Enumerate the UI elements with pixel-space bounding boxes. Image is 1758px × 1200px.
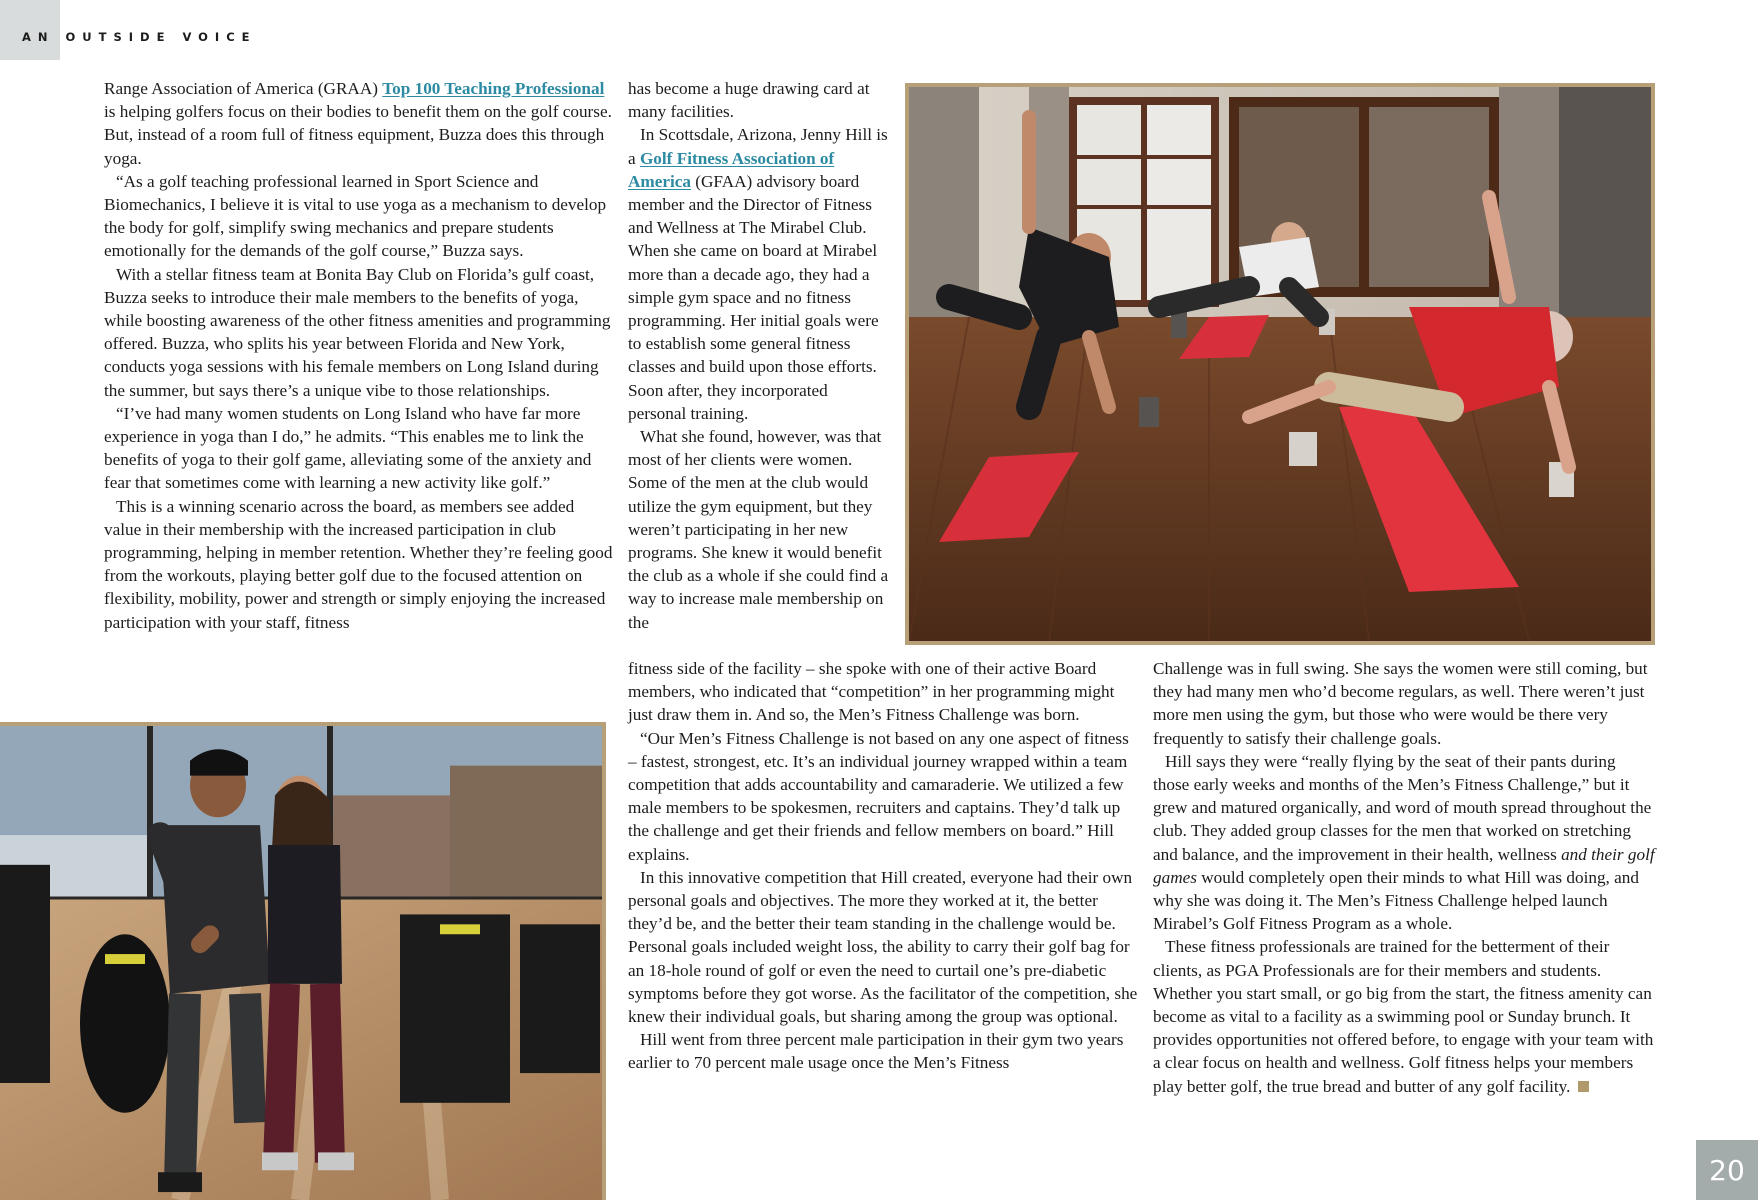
- paragraph: This is a winning scenario across the board, as members see added value in their membership with the increased participation in club programming, helping in member retention. Whether they’re feeling good from the workouts, playing better golf due to the focused attention on flexibility, mobility, power and strength or simply enjoying the increased participation with your staff, fitness: [104, 496, 613, 632]
- top-100-teaching-professional-link[interactable]: Top 100 Teaching Professional: [382, 79, 605, 98]
- yoga-photo-illustration: [909, 87, 1651, 641]
- text-run: Hill says they were “really flying by the seat of their pants during those early weeks and months of the Men’s Fitness Challenge,” but it grew and matured organically, and word of mouth spread throughout the club. They added group classes for the men that worked on stretching and balance, and the improvement in their health, wellness: [1153, 751, 1652, 864]
- column-2-lower: [628, 657, 1138, 1075]
- text-run: (GFAA) advisory board member and the Director of Fitness and Wellness at The Mirabel Club. When she came on board at Mirabel more than a decade ago, they had a simple gym space and no fitness programming. Her initial goals were to establish some general fitness classes and build upon those efforts. Soon after, they incorporated personal training.: [628, 171, 879, 423]
- paragraph: fitness side of the facility – she spoke with one of their active Board members, who indicated that “competition” in her programming might just draw them in. And so, the Men’s Fitness Challenge was born.: [628, 659, 1115, 725]
- gym-photo-illustration: [0, 726, 602, 1200]
- paragraph: “Our Men’s Fitness Challenge is not based on any one aspect of fitness – fastest, strongest, etc. It’s an individual journey wrapped within a team competition that adds accountability and camaraderie. We utilized a few male members to be spokesmen, recruiters and captains. They’d talk up the challenge and get their friends and fellow members on board.” Hill explains.: [628, 728, 1129, 864]
- paragraph: In this innovative competition that Hill created, everyone had their own personal goals and objectives. The more they worked at it, the better they’d be, and the better their team standing in the challenge would be. Personal goals included weight loss, the ability to carry their golf bag for an 18-hole round of golf or even the need to curtail one’s pre-diabetic symptoms before they got worse. As the facilitator of the competition, she knew their individual goals, but sharing among the group was optional.: [628, 867, 1138, 1027]
- paragraph: Hill went from three percent male participation in their gym two years earlier to 70 percent male usage once the Men’s Fitness: [628, 1030, 1124, 1073]
- end-mark-icon: [1578, 1081, 1589, 1092]
- emphasis-text: and their golf games: [1153, 844, 1655, 887]
- paragraph: What she found, however, was that most of her clients were women. Some of the men at the club would utilize the gym equipment, but they weren’t participating in her new programs. She knew it would benefit the club as a whole if she could find a way to increase male membership on the: [628, 427, 889, 632]
- paragraph: Challenge was in full swing. She says the women were still coming, but they had many men who’d become regulars, as well. There weren’t just more men using the gym, but those who were would be there very frequently to satisfy their challenge goals.: [1153, 659, 1648, 748]
- text-run: would completely open their minds to what Hill was doing, and why she was doing it. The Men’s Fitness Challenge helped launch Mirabel’s Golf Fitness Program as a whole.: [1153, 867, 1639, 934]
- column-3: [1153, 657, 1655, 1098]
- paragraph: has become a huge drawing card at many facilities.: [628, 79, 870, 122]
- text-run: In Scottsdale, Arizona, Jenny Hill is a: [628, 125, 888, 168]
- paragraph: [1153, 935, 1655, 1097]
- paragraph: [628, 123, 890, 425]
- column-1: [104, 77, 614, 634]
- page-number: 20: [1696, 1140, 1758, 1200]
- paragraph: “I’ve had many women students on Long Island who have far more experience in yoga than I do,” he admits. “This enables me to link the benefits of yoga to their golf game, alleviating some of the anxiety and fear that sometimes come with learning a new activity like golf.”: [104, 403, 592, 493]
- golf-fitness-association-link[interactable]: Golf Fitness Association of America: [628, 148, 835, 191]
- column-2-upper: [628, 77, 890, 634]
- paragraph: With a stellar fitness team at Bonita Bay Club on Florida’s gulf coast, Buzza seeks to introduce their male members to the benefits of yoga, while boosting awareness of the other fitness amenities and programming offered. Buzza, who splits his year between Florida and New York, conducts yoga sessions with his female members on Long Island during the summer, but says there’s a unique vibe to those relationships.: [104, 264, 611, 400]
- text-run: is helping golfers focus on their bodies to benefit them on the golf course. But, instead of a room full of fitness equipment, Buzza does this through yoga.: [104, 102, 612, 168]
- paragraph: “As a golf teaching professional learned in Sport Science and Biomechanics, I believe it is vital to use yoga as a mechanism to develop the body for golf, simplify swing mechanics and prepare students emotionally for the demands of the golf course,” Buzza says.: [104, 171, 607, 261]
- paragraph: [1153, 750, 1655, 936]
- gym-staff-photo: [0, 722, 606, 1200]
- paragraph: [104, 77, 614, 170]
- yoga-class-photo: [905, 83, 1655, 645]
- text-run: These fitness professionals are trained for the betterment of their clients, as PGA Professionals are for their members and students. Whether you start small, or go big from the start, the fitness amenity can become as vital to a facility as a swimming pool or Sunday brunch. It provides opportunities not offered before, to engage with your team with a clear focus on health and wellness. Golf fitness helps your members play better golf, the true bread and butter of any golf facility.: [1153, 937, 1654, 1096]
- text-run: Range Association of America (GRAA): [104, 79, 383, 98]
- section-label: AN OUTSIDE VOICE: [22, 30, 257, 44]
